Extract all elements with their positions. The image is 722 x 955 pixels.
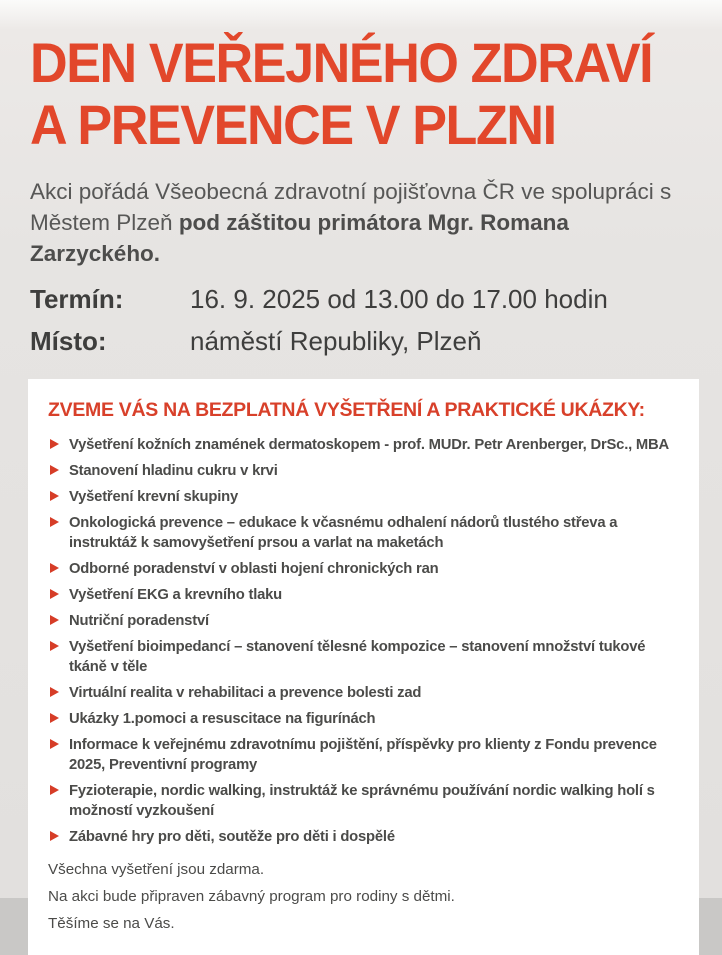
panel-heading: ZVEME VÁS NA BEZPLATNÁ VYŠETŘENÍ A PRAKTICKÉ UKÁZKY: (48, 399, 645, 421)
triangle-bullet-icon (50, 517, 59, 527)
service-list-item (48, 461, 681, 481)
service-item-text: Nutriční poradenství (69, 613, 209, 629)
triangle-bullet-icon (50, 641, 59, 651)
service-list-item (48, 487, 681, 507)
triangle-bullet-icon (50, 831, 59, 841)
triangle-bullet-icon (50, 589, 59, 599)
service-list-item (48, 735, 681, 775)
invitation-panel (28, 379, 699, 955)
footer-note-welcome: Těšíme se na Vás. (48, 915, 175, 932)
detail-row-place (30, 326, 692, 357)
service-list-item (48, 827, 681, 847)
page-title (30, 31, 653, 156)
date-value: 16. 9. 2025 od 13.00 do 17.00 hodin (190, 284, 608, 314)
service-list-item (48, 637, 681, 677)
triangle-bullet-icon (50, 615, 59, 625)
service-list-item (48, 611, 681, 631)
service-item-text: Onkologická prevence – edukace k včasnému odhalení nádorů tlustého střeva a instruktáž k samovyšetření prsou a varlat na maketách (69, 515, 618, 551)
panel-footer (48, 860, 681, 933)
service-item-text: Informace k veřejnému zdravotnímu pojištění, příspěvky pro klienty z Fondu prevence 2025, Preventivní programy (69, 737, 657, 773)
title-line-2: A PREVENCE V PLZNI (30, 93, 556, 156)
service-item-text: Vyšetření krevní skupiny (69, 489, 239, 505)
service-list-item (48, 585, 681, 605)
service-item-text: Vyšetření bioimpedancí – stanovení tělesné kompozice – stanovení množství tukové tkáně v těle (69, 639, 646, 675)
footer-note-program: Na akci bude připraven zábavný program pro rodiny s dětmi. (48, 888, 455, 905)
place-value: náměstí Republiky, Plzeň (190, 326, 482, 356)
triangle-bullet-icon (50, 465, 59, 475)
triangle-bullet-icon (50, 439, 59, 449)
service-list-item (48, 435, 681, 455)
intro-regular-text: Akci pořádá Všeobecná zdravotní pojišťovna ČR ve spolupráci s Městem Plzeň (30, 179, 672, 235)
service-list-item (48, 709, 681, 729)
triangle-bullet-icon (50, 563, 59, 573)
footer-note-free: Všechna vyšetření jsou zdarma. (48, 861, 265, 878)
triangle-bullet-icon (50, 785, 59, 795)
service-item-text: Vyšetření EKG a krevního tlaku (69, 587, 283, 603)
date-label: Termín: (30, 284, 124, 314)
triangle-bullet-icon (50, 687, 59, 697)
service-item-text: Stanovení hladinu cukru v krvi (69, 463, 278, 479)
service-item-text: Ukázky 1.pomoci a resuscitace na figurínách (69, 711, 376, 727)
service-item-text: Virtuální realita v rehabilitaci a prevence bolesti zad (69, 685, 422, 701)
triangle-bullet-icon (50, 491, 59, 501)
title-line-1: DEN VEŘEJNÉHO ZDRAVÍ (30, 31, 653, 94)
service-list (48, 435, 681, 847)
detail-row-date (30, 284, 692, 315)
intro-bold-text: pod záštitou primátora Mgr. Romana Zarzyckého. (30, 210, 569, 266)
place-label: Místo: (30, 326, 107, 356)
triangle-bullet-icon (50, 739, 59, 749)
service-item-text: Zábavné hry pro děti, soutěže pro děti i dospělé (69, 829, 395, 845)
service-list-item (48, 513, 681, 553)
triangle-bullet-icon (50, 713, 59, 723)
service-item-text: Fyzioterapie, nordic walking, instruktáž ke správnému používání nordic walking holí s možností vyzkoušení (69, 783, 655, 819)
service-item-text: Vyšetření kožních znamének dermatoskopem - prof. MUDr. Petr Arenberger, DrSc., MBA (69, 437, 670, 453)
service-list-item (48, 781, 681, 821)
service-list-item (48, 559, 681, 579)
service-item-text: Odborné poradenství v oblasti hojení chronických ran (69, 561, 439, 577)
service-list-item (48, 683, 681, 703)
intro-text (30, 176, 692, 269)
event-details (30, 284, 692, 357)
